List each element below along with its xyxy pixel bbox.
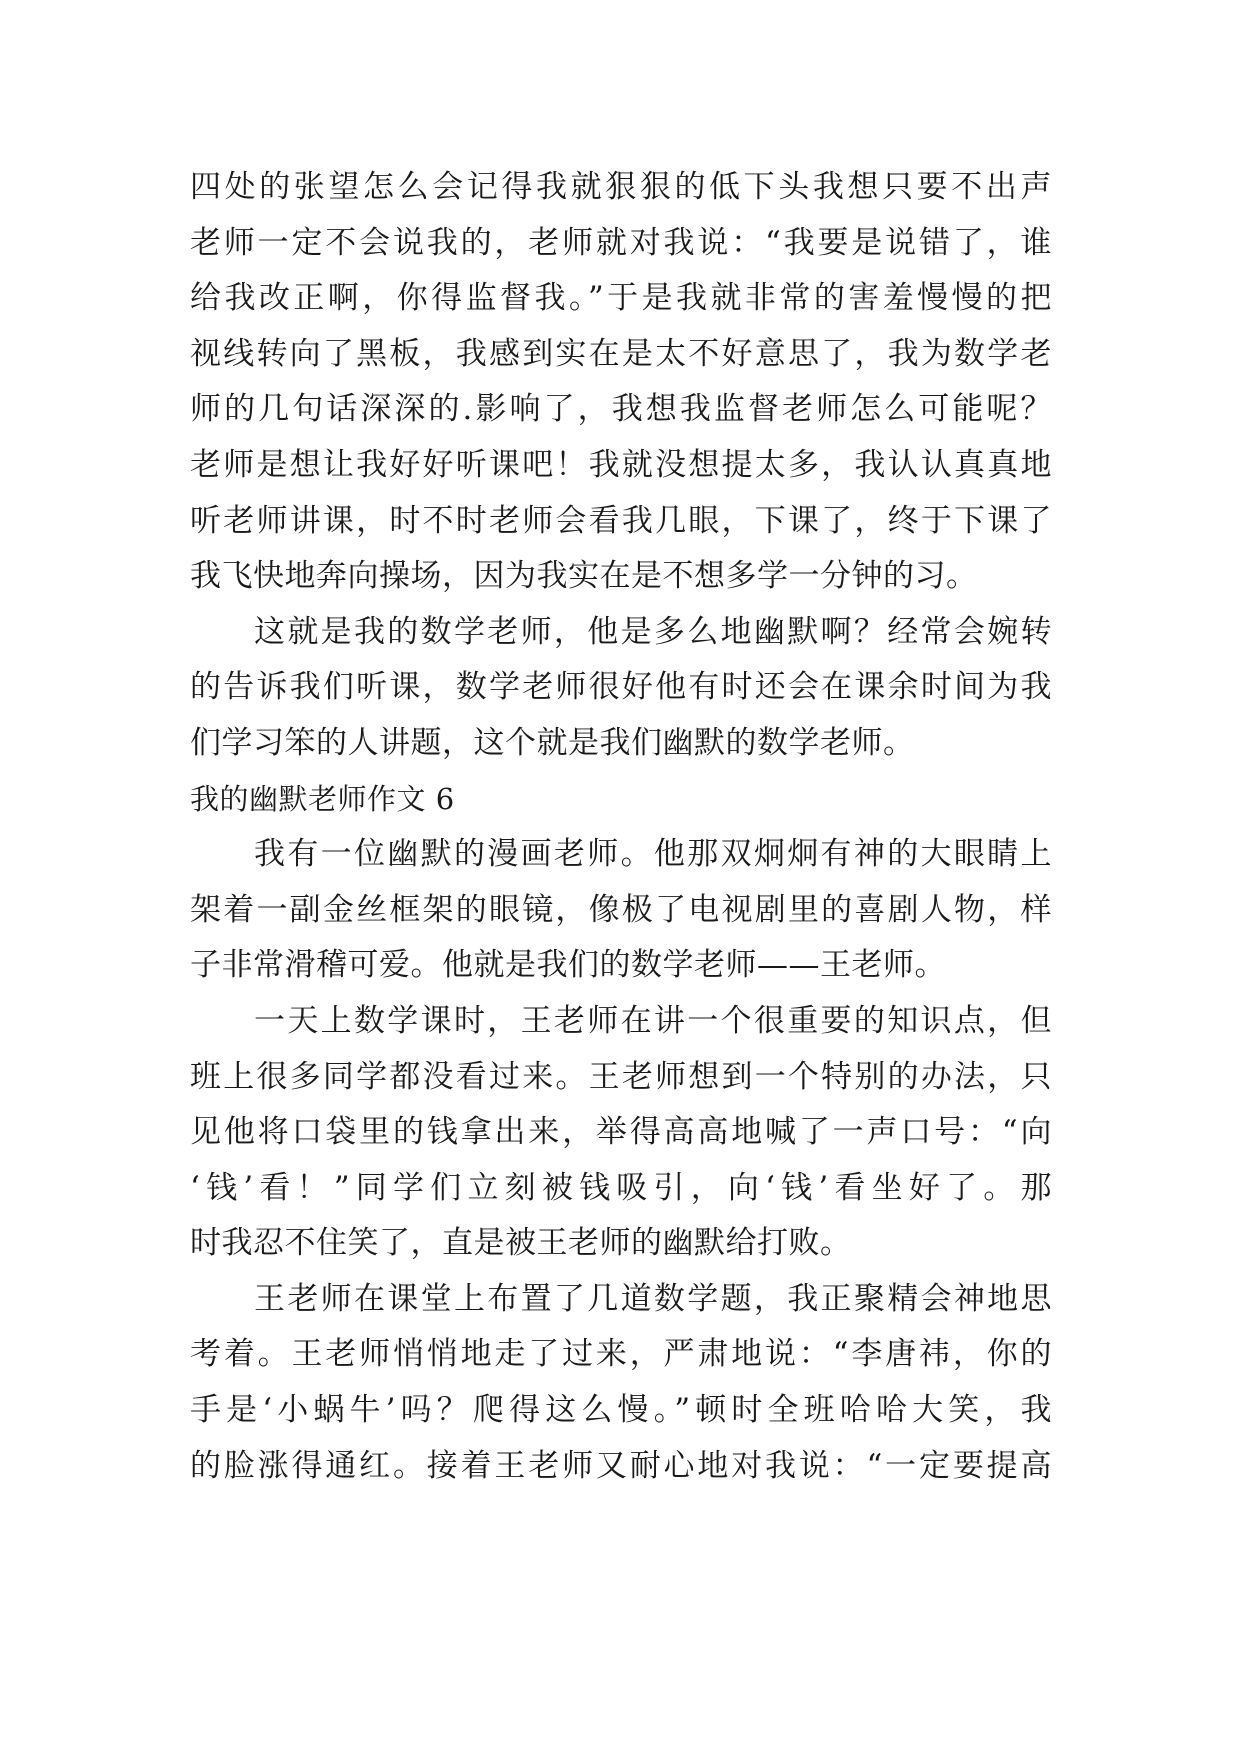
document-body (190, 160, 1052, 1494)
text-line: 的脸涨得通红。接着王老师又耐心地对我说：“一定要提高 (190, 1447, 1052, 1484)
text-line: 子非常滑稽可爱。他就是我们的数学老师——王老师。 (190, 947, 946, 984)
text-line: 师的几句话深深的.影响了，我想我监督老师怎么可能呢？ (190, 391, 1052, 428)
text-line: 班上很多同学都没看过来。王老师想到一个特别的办法，只 (190, 1058, 1052, 1095)
paragraph-first-line: 我有一位幽默的漫画老师。他那双炯炯有神的大眼睛上 (254, 836, 1052, 873)
text-line: 见他将口袋里的钱拿出来，举得高高地喊了一声口号：“向 (190, 1114, 1052, 1151)
paragraph-first-line: 一天上数学课时，王老师在讲一个很重要的知识点，但 (254, 1002, 1052, 1039)
text-line: 视线转向了黑板，我感到实在是太不好意思了，我为数学老 (190, 335, 1052, 372)
paragraph-first-line: 这就是我的数学老师，他是多么地幽默啊？经常会婉转 (254, 613, 1052, 650)
text-line: 老师是想让我好好听课吧！我就没想提太多，我认认真真地 (190, 446, 1052, 483)
text-line: 们学习笨的人讲题，这个就是我们幽默的数学老师。 (190, 724, 915, 761)
text-line: 我飞快地奔向操场，因为我实在是不想多学一分钟的习。 (190, 558, 978, 595)
text-line: ‘钱’看！”同学们立刻被钱吸引，向‘钱’看坐好了。那 (190, 1169, 1052, 1206)
text-line: 时我忍不住笑了，直是被王老师的幽默给打败。 (190, 1225, 852, 1262)
text-line: 给我改正啊，你得监督我。”于是我就非常的害羞慢慢的把 (190, 280, 1052, 317)
text-line: 四处的张望怎么会记得我就狠狠的低下头我想只要不出声 (190, 169, 1052, 205)
text-line: 架着一副金丝框架的眼镜，像极了电视剧里的喜剧人物，样 (190, 891, 1052, 928)
text-line: 考着。王老师悄悄地走了过来，严肃地说：“李唐祎，你的 (190, 1336, 1052, 1373)
text-line: 手是‘小蜗牛’吗？爬得这么慢。”顿时全班哈哈大笑，我 (190, 1392, 1052, 1429)
text-line: 老师一定不会说我的，老师就对我说：“我要是说错了，谁 (190, 224, 1052, 261)
paragraph-first-line: 王老师在课堂上布置了几道数学题，我正聚精会神地思 (254, 1280, 1052, 1317)
text-line: 听老师讲课，时不时老师会看我几眼，下课了，终于下课了 (190, 502, 1052, 539)
text-line: 的告诉我们听课，数学老师很好他有时还会在课余时间为我 (190, 669, 1052, 706)
section-heading: 我的幽默老师作文 6 (190, 781, 455, 816)
